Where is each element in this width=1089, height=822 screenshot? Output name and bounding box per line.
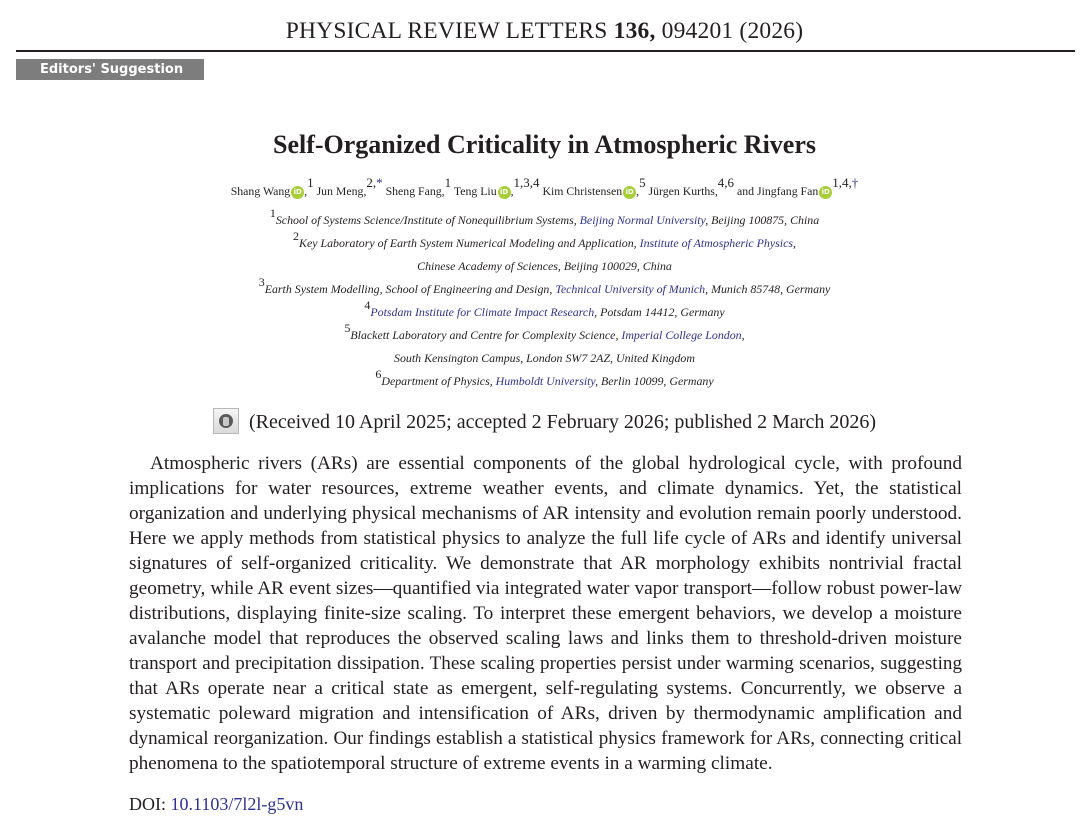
author-name[interactable]: Jürgen Kurths — [648, 184, 715, 198]
paper-title: Self-Organized Criticality in Atmospheric Rivers — [272, 130, 817, 159]
affiliation-marker — [832, 175, 858, 190]
orcid-icon[interactable]: iD — [819, 186, 832, 199]
affiliation-number: 6 — [375, 367, 382, 381]
abstract-line: transport and precipitation dissipation. These scaling properties persist under warming scenarios, suggesting — [129, 653, 962, 674]
author[interactable] — [737, 175, 859, 198]
affiliation-marker: 4,6 — [717, 175, 735, 190]
affiliation-text: Department of Physics, — [381, 374, 496, 388]
affiliation-marker: 5 — [639, 175, 646, 190]
affiliation-marker: 1,3,4 — [513, 175, 540, 190]
affiliation-5-continued: South Kensington Campus, London SW7 2AZ, United Kingdom — [394, 351, 695, 365]
journal-name: PHYSICAL REVIEW LETTERS — [285, 18, 608, 44]
journal-header — [0, 18, 1089, 45]
corresponding-author-link[interactable]: † — [851, 175, 859, 190]
abstract-line: organization and underlying physical mechanisms of AR intensity and evolution remain poorly understood. — [129, 503, 962, 524]
doi-label: DOI: — [129, 794, 166, 814]
doi — [129, 794, 303, 815]
author-name[interactable]: and Jingfang Fan — [737, 184, 819, 198]
editors-suggestion-badge: Editors' Suggestion — [16, 59, 204, 80]
affiliation-text: , Potsdam 14412, Germany — [594, 305, 725, 319]
abstract-line: distributions, displaying finite-size scaling. To interpret these emergent behaviors, we develop a moisture — [129, 603, 962, 624]
abstract-line: phenomena to the spatiotemporal structure of extreme events in a warming climate. — [129, 753, 773, 774]
institution-link[interactable]: Potsdam Institute for Climate Impact Research — [370, 305, 595, 319]
publication-dates — [0, 408, 1089, 434]
separator: , — [441, 184, 445, 198]
institution-link[interactable]: Institute of Atmospheric Physics — [639, 236, 793, 250]
publication-year: (2026) — [739, 18, 804, 44]
corresponding-author-link[interactable]: * — [376, 175, 383, 190]
abstract-line: systematic poleward migration and intensification of ARs, driven by thermodynamic amplification and — [129, 703, 962, 724]
affiliation-2-continued: Chinese Academy of Sciences, Beijing 100029, China — [417, 259, 672, 273]
author-name[interactable]: Kim Christensen — [542, 184, 623, 198]
orcid-icon[interactable]: iD — [623, 186, 636, 199]
abstract-line: avalanche model that reproduces the observed scaling laws and links them to threshold-driven moisture — [129, 628, 962, 649]
abstract-line: Here we apply methods from statistical physics to analyze the full life cycle of ARs and identify universal — [129, 528, 962, 549]
affiliation-5 — [0, 321, 1089, 347]
affiliation-text: School of Systems Science/Institute of Nonequilibrium Systems, — [275, 213, 580, 227]
affiliation-text: , — [793, 236, 796, 250]
affiliation-marker — [366, 175, 382, 190]
affiliations — [0, 206, 1089, 393]
author[interactable] — [385, 175, 452, 198]
abstract-line: implications for water resources, extreme weather events, and climate dynamics. Yet, the statistical — [129, 478, 962, 499]
affiliation-number: 4 — [364, 298, 371, 312]
affiliation-text: Blackett Laboratory and Centre for Complexity Science, — [350, 328, 622, 342]
article-number: 094201 — [661, 18, 734, 44]
dates-text: (Received 10 April 2025; accepted 2 February 2026; published 2 March 2026) — [248, 411, 877, 433]
separator: , — [714, 184, 718, 198]
affiliation-1 — [0, 206, 1089, 232]
affiliation-2 — [0, 229, 1089, 255]
abstract-line: signatures of self-organized criticality. We demonstrate that AR morphology exhibits nontrivial fractal — [129, 553, 962, 574]
journal-volume: 136, — [613, 18, 656, 44]
institution-link[interactable]: Beijing Normal University — [579, 213, 706, 227]
header-rule — [16, 50, 1075, 52]
abstract-line: Atmospheric rivers (ARs) are essential components of the global hydrological cycle, with profound — [150, 453, 962, 474]
affiliation-number: 1 — [269, 206, 276, 220]
author-name[interactable]: Shang Wang — [230, 184, 291, 198]
abstract-line: that ARs operate near a critical state as emergent, self-regulating systems. Concurrently, we observe a — [129, 678, 962, 699]
affiliation-3 — [0, 275, 1089, 301]
separator: , — [363, 184, 367, 198]
doi-link[interactable]: 10.1103/7l2l-g5vn — [170, 794, 304, 814]
abstract-line: geometry, while AR event sizes—quantified via integrated water vapor transport—follow robust power-law — [129, 578, 962, 599]
affiliation-text: , Beijing 100875, China — [705, 213, 820, 227]
affiliation-text: , — [741, 328, 745, 342]
affiliation-text: , Berlin 10099, Germany — [595, 374, 714, 388]
author-name[interactable]: Teng Liu — [453, 184, 497, 198]
affiliation-text: Key Laboratory of Earth System Numerical Modeling and Application, — [299, 236, 640, 250]
author-name[interactable]: Jun Meng — [316, 184, 364, 198]
author[interactable] — [230, 175, 314, 198]
author[interactable] — [542, 175, 646, 198]
author[interactable] — [648, 175, 735, 198]
abstract — [129, 451, 962, 776]
abstract-line: dynamical reorganization. Our findings establish a statistical physics framework for ARs, connecting critical — [129, 728, 962, 749]
orcid-icon[interactable]: iD — [291, 186, 304, 199]
affiliation-text: , Munich 85748, Germany — [705, 282, 831, 296]
affiliation-number: 5 — [344, 321, 351, 335]
check-for-updates-icon[interactable] — [213, 408, 239, 434]
separator: , — [636, 184, 640, 198]
affiliation-number: 3 — [258, 275, 265, 289]
affiliation-marker: 1 — [444, 175, 452, 190]
affiliation-number: 2 — [293, 229, 300, 243]
author-name[interactable]: Sheng Fang — [385, 184, 442, 198]
institution-link[interactable]: Technical University of Munich — [555, 282, 706, 296]
author[interactable] — [316, 175, 383, 198]
author[interactable] — [453, 175, 540, 198]
affiliation-4 — [0, 298, 1089, 324]
institution-link[interactable]: Imperial College London — [621, 328, 742, 342]
author-list — [0, 175, 1089, 199]
separator: , — [304, 184, 308, 198]
affiliation-numbers: 1,4, — [832, 175, 852, 190]
affiliation-numbers: 2, — [366, 175, 377, 190]
affiliation-marker: 1 — [307, 175, 314, 190]
orcid-icon[interactable]: iD — [498, 186, 511, 199]
affiliation-text: Earth System Modelling, School of Engineering and Design, — [264, 282, 556, 296]
institution-link[interactable]: Humboldt University — [495, 374, 596, 388]
separator: , — [510, 184, 514, 198]
affiliation-6 — [0, 367, 1089, 393]
